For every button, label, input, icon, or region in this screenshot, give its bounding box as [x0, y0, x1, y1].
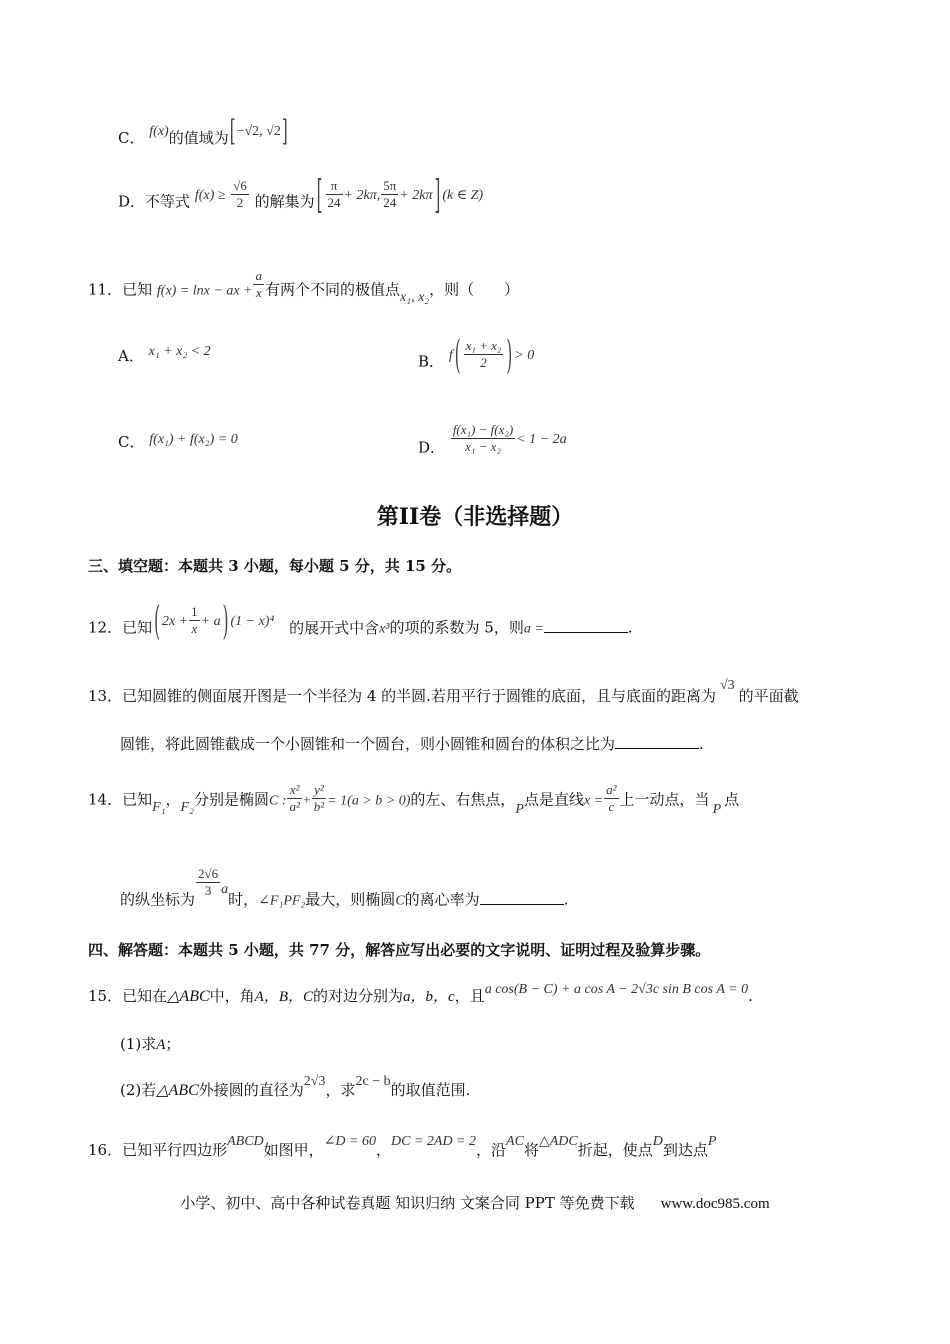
- text: .: [627, 618, 633, 637]
- answer-blank[interactable]: [615, 734, 699, 749]
- text: ，则（ ）: [429, 280, 520, 299]
- math-expr: (1 − x)⁴: [230, 613, 275, 629]
- text: 如图甲，: [263, 1141, 324, 1159]
- q15-part2: [120, 1074, 471, 1102]
- option-label: C．: [118, 433, 145, 451]
- text: ，: [375, 1141, 391, 1159]
- part4-heading: 四、解答题：本题共 5 小题，共 77 分，解答应写出必要的文字说明、证明过程及验算步骤。: [88, 941, 711, 959]
- option-label: D．: [418, 438, 446, 457]
- text: 最大，则椭圆: [305, 890, 396, 909]
- text: 有两个不同的极值点: [264, 280, 400, 299]
- math-expr: A，B，C: [254, 989, 313, 1005]
- fraction: $\frac{\text{y²}}{\text{b²}}$: [313, 782, 325, 814]
- math-expr: a =: [523, 621, 544, 637]
- math-expr: < 1 − 2a: [516, 431, 567, 447]
- math-expr: 2√3: [303, 1074, 326, 1089]
- math-expr: f(x) = lnx − ax +: [156, 283, 253, 299]
- text: ，: [165, 790, 181, 809]
- page-footer: [0, 1192, 950, 1213]
- math-expr: √3: [719, 678, 735, 693]
- text: (2)若: [120, 1081, 157, 1099]
- math-expr: AC: [506, 1134, 524, 1149]
- math-expr: ABCD: [227, 1134, 264, 1149]
- text: .: [563, 890, 569, 909]
- q10-option-d: D．不等式 f(x) ≥ $\frac{√6}{2}$ 的解集为 [ $\frac{\pi}{24}$ + 2kπ, $\frac{5\pi}{24}$ + 2kπ ] (k ∈ Z): [118, 171, 484, 218]
- math-expr: P: [707, 1134, 717, 1149]
- math-expr: ∠F₁PF₂: [258, 893, 306, 909]
- math-expr: > 0: [514, 347, 535, 363]
- math-expr: F₁: [152, 799, 166, 815]
- math-expr: F₂: [180, 799, 194, 815]
- q14-line1: [88, 784, 739, 817]
- q11-option-b: B． f ( $\frac{\text{x₁ + x₂}}{2}$ ) > 0: [418, 331, 535, 378]
- math-expr: (k ∈ Z): [442, 187, 484, 203]
- text: 的左、右焦点，: [410, 790, 516, 809]
- text: ，求: [325, 1081, 356, 1099]
- math-expr: x₁ + x₂ < 2: [148, 344, 211, 359]
- fraction: $\frac{\pi}{24}$: [327, 178, 341, 210]
- math-expr: f(x₁) + f(x₂) = 0: [149, 432, 238, 447]
- fraction: $\frac{2√6}{3}$: [198, 866, 219, 898]
- question-number: 15．: [88, 987, 123, 1005]
- text: 的平面截: [738, 687, 799, 705]
- fraction: $\frac{√6}{2}$: [233, 178, 247, 210]
- text: 上一动点，当: [619, 790, 710, 809]
- question-number: 11．: [88, 280, 123, 299]
- text: 的离心率为: [404, 890, 480, 909]
- math-expr: + a: [200, 613, 221, 629]
- footer-link[interactable]: www.doc985.com: [660, 1196, 770, 1212]
- text: 的取值范围.: [390, 1081, 471, 1099]
- math-expr: x =: [583, 793, 604, 809]
- q11-option-d: [418, 422, 567, 465]
- text: 中，角: [209, 987, 255, 1005]
- text: 已知圆锥的侧面展开图是一个半径为 4 的半圆.若用平行于圆锥的底面，且与底面的距离为: [122, 687, 716, 705]
- math-expr: △ABC: [156, 1082, 199, 1099]
- text: (1)求: [120, 1035, 157, 1053]
- text: 的纵坐标为: [120, 890, 196, 909]
- fraction: $\frac{\text{x₁ + x₂}}{2}$: [465, 338, 502, 370]
- text: 已知在: [122, 987, 168, 1005]
- text: .: [748, 987, 753, 1005]
- text: 已知平行四边形: [122, 1141, 228, 1159]
- math-expr: C: [395, 893, 405, 909]
- math-expr: f(x): [149, 124, 169, 139]
- math-expr: 2c − b: [355, 1074, 391, 1089]
- q15-part1: [120, 1034, 180, 1055]
- q11-stem: [88, 268, 520, 307]
- math-expr: 2x +: [161, 613, 189, 629]
- text: 已知: [122, 280, 153, 299]
- text: 的值域为: [168, 129, 229, 147]
- footer-text: 小学、初中、高中各种试卷真题 知识归纳 文案合同 PPT 等免费下载: [180, 1194, 635, 1212]
- text: 不等式: [145, 192, 191, 211]
- q14-line2: [120, 866, 569, 917]
- text: 的对边分别为: [313, 987, 404, 1005]
- math-expr: −√2, √2: [236, 124, 281, 139]
- q12: 12．已知 ( 2x + $\frac{1}{x}$ + a ) (1 − x)⁴ 的展开式中含x³的项的系数为 5，则a = .: [88, 597, 633, 644]
- option-label: A．: [118, 347, 144, 365]
- fraction: $\frac{\text{a²}}{c}$: [606, 782, 617, 814]
- text: 的解集为: [254, 192, 315, 211]
- math-expr: C :: [268, 793, 287, 809]
- text: 已知: [122, 790, 153, 809]
- text: 的项的系数为 5，则: [389, 618, 524, 637]
- q15-stem: [88, 982, 753, 1008]
- text: 点是直线: [523, 790, 584, 809]
- q13-line2: [120, 734, 704, 754]
- text: 外接圆的直径为: [198, 1081, 304, 1099]
- q11-option-c: [118, 432, 238, 454]
- math-expr: A: [156, 1037, 166, 1053]
- answer-blank[interactable]: [480, 890, 564, 905]
- option-label: C．: [118, 129, 145, 147]
- math-expr: a，b，c: [403, 989, 455, 1005]
- fraction: $\frac{5\pi}{24}$: [383, 178, 397, 210]
- text: 已知: [122, 618, 153, 637]
- question-number: 12．: [88, 618, 123, 637]
- text: ，且: [454, 987, 485, 1005]
- math-expr: P: [712, 801, 722, 817]
- fraction: $\frac{1}{x}$: [191, 604, 198, 636]
- fraction: $\frac{a}{x}$: [255, 268, 262, 300]
- math-expr: D: [652, 1134, 663, 1149]
- section-title: 第II卷（非选择题）: [376, 504, 574, 530]
- part3-heading: 三、填空题：本题共 3 小题，每小题 5 分，共 15 分。: [88, 557, 462, 575]
- math-expr: x₁, x₂: [400, 289, 430, 305]
- text: ，沿: [476, 1141, 507, 1159]
- math-expr: +: [302, 793, 311, 809]
- text: 的展开式中含: [289, 618, 380, 637]
- question-number: 13．: [88, 687, 123, 705]
- text: 到达点: [662, 1141, 708, 1159]
- math-expr: + 2kπ: [399, 187, 433, 203]
- text: ；: [165, 1035, 181, 1053]
- math-expr: a: [221, 881, 229, 897]
- text: 将: [523, 1141, 539, 1159]
- text: 时，: [228, 890, 259, 909]
- math-expr: ∠D = 60: [323, 1134, 376, 1149]
- question-number: 14．: [88, 790, 123, 809]
- math-expr: x³: [379, 621, 390, 637]
- math-expr: a cos(B − C) + a cos A − 2√3c sin B cos A = 0: [484, 982, 749, 997]
- text: .: [699, 735, 704, 753]
- text: 分别是椭圆: [193, 790, 269, 809]
- q13-line1: [88, 678, 799, 708]
- option-label: B．: [418, 352, 445, 371]
- question-number: 16．: [88, 1141, 123, 1159]
- text: 圆锥，将此圆锥截成一个小圆锥和一个圆台，则小圆锥和圆台的体积之比为: [120, 735, 616, 753]
- math-expr: △ADC: [538, 1134, 578, 1149]
- q11-option-a: [118, 346, 211, 368]
- fraction: $\frac{\text{f(x₁) − f(x₂)}}{\text{x₁ − x₂}}$: [452, 422, 514, 454]
- q10-option-c: C． f(x)的值域为[−√2, √2]: [118, 113, 288, 149]
- fraction: $\frac{\text{x²}}{\text{a²}}$: [289, 782, 300, 814]
- math-expr: = 1(a > b > 0): [327, 793, 411, 809]
- option-label: D．: [118, 192, 146, 211]
- q16-stem: [88, 1134, 717, 1162]
- answer-blank[interactable]: [544, 618, 628, 633]
- math-expr: f(x) ≥: [194, 187, 226, 203]
- math-expr: P: [515, 801, 524, 817]
- math-expr: f: [448, 347, 453, 363]
- text: 点: [724, 790, 740, 809]
- math-expr: + 2kπ,: [343, 187, 381, 203]
- math-expr: △ABC: [167, 988, 210, 1005]
- math-expr: DC = 2AD = 2: [391, 1134, 477, 1149]
- text: 折起，使点: [577, 1141, 653, 1159]
